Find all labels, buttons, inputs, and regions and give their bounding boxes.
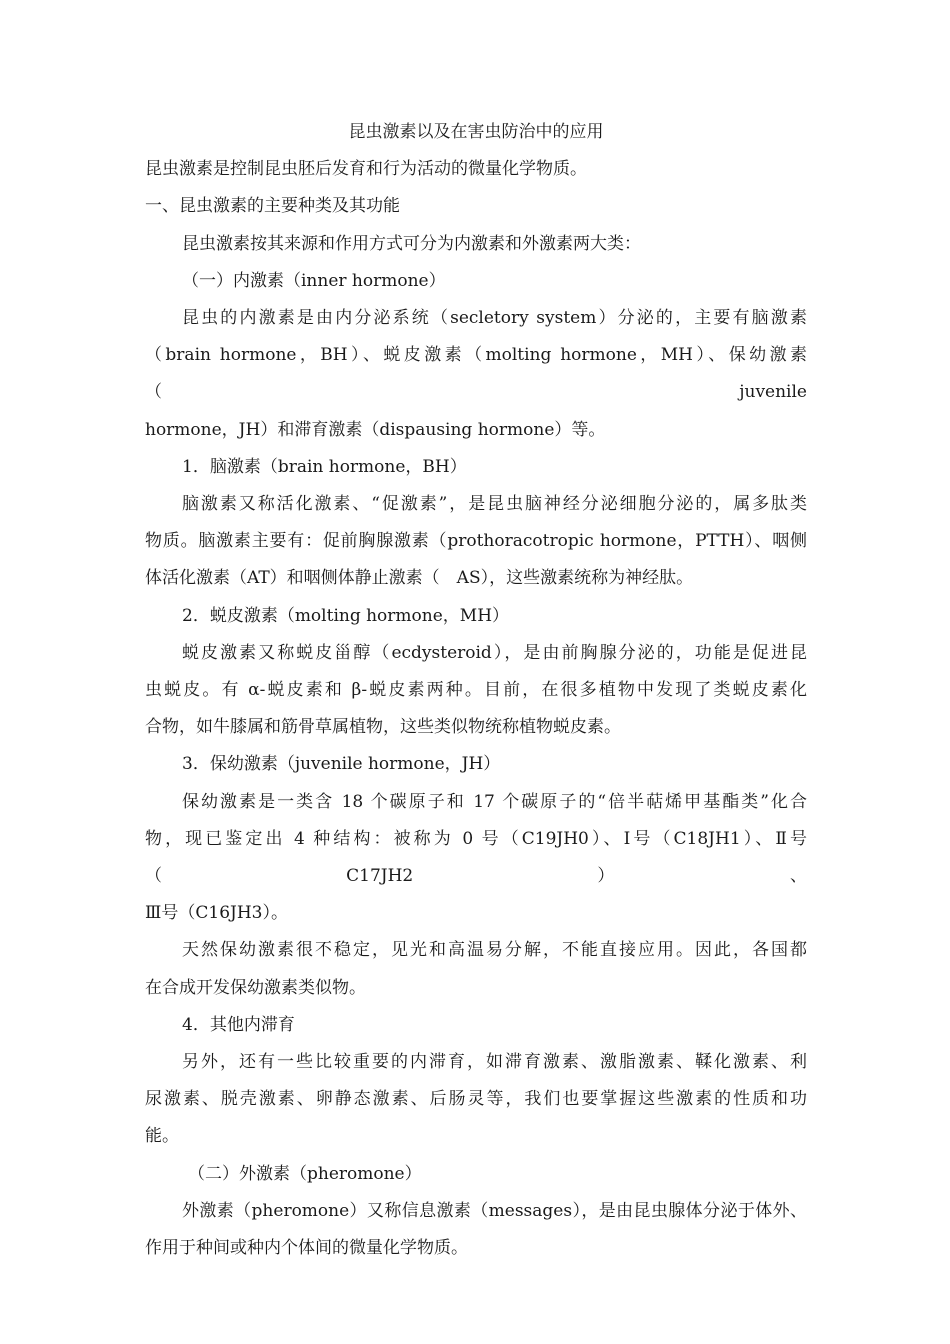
paragraph-line: 另外，还有一些比较重要的内滞育，如滞育激素、激脂激素、鞣化激素、利 bbox=[182, 1052, 807, 1073]
paragraph-line: 作用于种间或种内个体间的微量化学物质。 bbox=[145, 1238, 468, 1259]
paragraph-line: 天然保幼激素很不稳定，见光和高温易分解，不能直接应用。因此，各国都 bbox=[182, 940, 807, 961]
paragraph-line: 物，现已鉴定出 4 种结构：被称为 0 号（C19JH0）、Ⅰ号（C18JH1）、Ⅱ号（C17JH2）、 bbox=[145, 828, 807, 887]
paragraph-line: 外激素（pheromone）又称信息激素（messages），是由昆虫腺体分泌于体外、 bbox=[182, 1200, 807, 1221]
subsection-heading-outer: （二）外激素（pheromone） bbox=[188, 1163, 422, 1184]
paragraph-line: 合物，如牛膝属和筋骨草属植物，这些类似物统称植物蜕皮素。 bbox=[145, 717, 621, 738]
paragraph-line: 能。 bbox=[145, 1126, 179, 1147]
paragraph-line: 在合成开发保幼激素类似物。 bbox=[145, 977, 366, 998]
subsection-heading-inner: （一）内激素（inner hormone） bbox=[182, 270, 446, 291]
paragraph-line: 体活化激素（AT）和咽侧体静止激素（ AS），这些激素统称为神经肽。 bbox=[145, 568, 694, 589]
paragraph-line: 昆虫的内激素是由内分泌系统（secletory system）分泌的，主要有脑激素 bbox=[182, 308, 807, 329]
paragraph-line: 蜕皮激素又称蜕皮甾醇（ecdysteroid），是由前胸腺分泌的，功能是促进昆 bbox=[182, 642, 807, 663]
item-heading-4: 4．其他内滞育 bbox=[182, 1014, 295, 1035]
intro-sentence: 昆虫激素是控制昆虫胚后发育和行为活动的微量化学物质。 bbox=[145, 159, 587, 180]
section-heading-1: 一、昆虫激素的主要种类及其功能 bbox=[145, 196, 400, 217]
paragraph-line: 尿激素、脱壳激素、卵静态激素、后肠灵等，我们也要掌握这些激素的性质和功 bbox=[145, 1089, 807, 1110]
item-heading-1: 1．脑激素（brain hormone，BH） bbox=[182, 456, 467, 477]
item-heading-3: 3．保幼激素（juvenile hormone，JH） bbox=[182, 754, 501, 775]
document-title: 昆虫激素以及在害虫防治中的应用 bbox=[348, 122, 604, 142]
paragraph-line: hormone，JH）和滞育激素（dispausing hormone）等。 bbox=[145, 419, 606, 440]
document-page bbox=[145, 114, 807, 1267]
item-heading-2: 2．蜕皮激素（molting hormone，MH） bbox=[182, 605, 510, 626]
paragraph-line: 物质。脑激素主要有：促前胸腺激素（prothoracotropic hormone，PTTH）、咽侧 bbox=[145, 531, 807, 552]
paragraph-line: 虫蜕皮。有 α-蜕皮素和 β-蜕皮素两种。目前，在很多植物中发现了类蜕皮素化 bbox=[145, 680, 807, 701]
paragraph-line: 脑激素又称活化激素、“促激素”，是昆虫脑神经分泌细胞分泌的，属多肽类 bbox=[182, 494, 807, 515]
paragraph-line: 保幼激素是一类含 18 个碳原子和 17 个碳原子的“倍半萜烯甲基酯类”化合 bbox=[182, 791, 807, 812]
paragraph-line: Ⅲ号（C16JH3）。 bbox=[145, 903, 288, 924]
paragraph-line: （brain hormone，BH）、蜕皮激素（molting hormone，MH）、保幼激素（juvenile bbox=[145, 345, 807, 403]
paragraph-line: 昆虫激素按其来源和作用方式可分为内激素和外激素两大类： bbox=[182, 233, 641, 254]
